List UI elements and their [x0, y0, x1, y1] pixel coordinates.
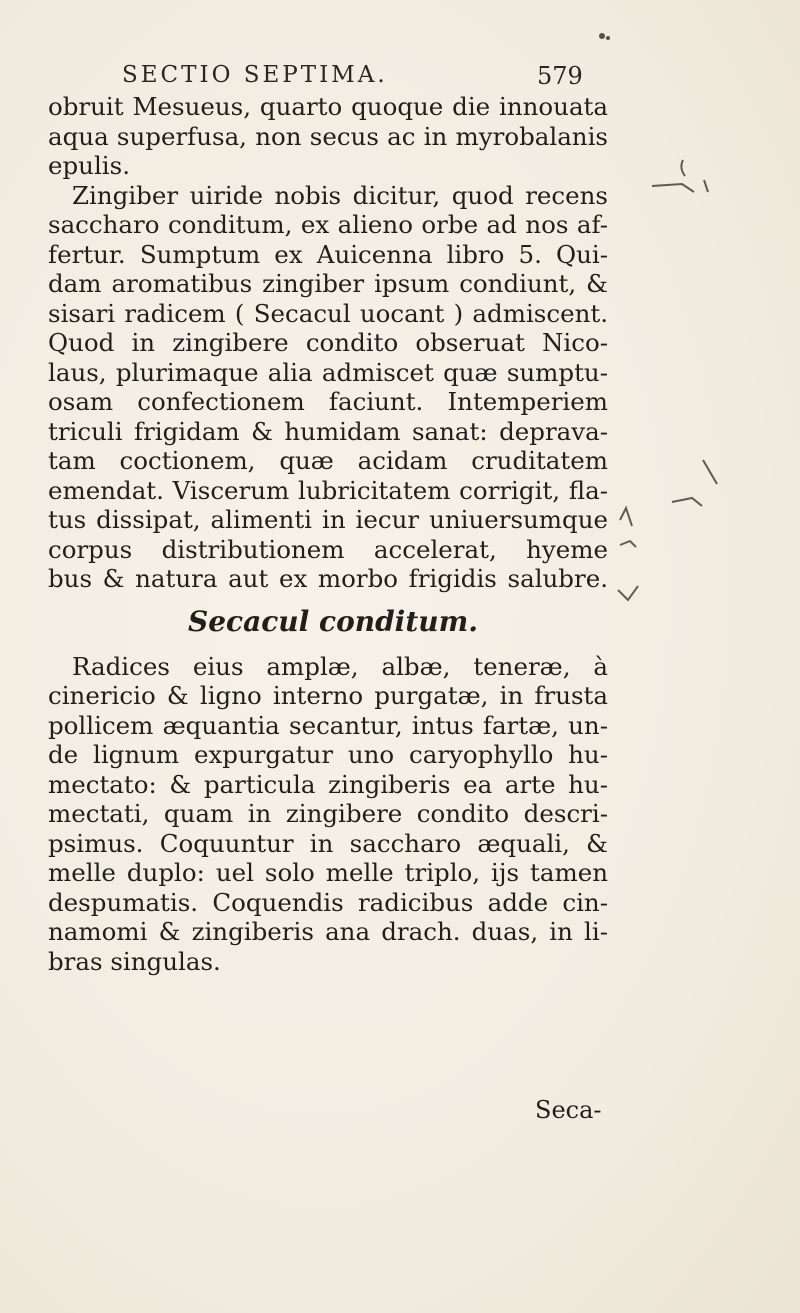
text-line: laus, plurimaque alia admiscet quæ sumptu- [48, 357, 608, 387]
text-line: Quod in zingibere condito obseruat Nico- [48, 328, 608, 357]
text-line: triculi frigidam & humidam sanat: deprava- [48, 416, 608, 446]
ink-mark [618, 586, 638, 600]
text-line: despumatis. Coquendis radicibus adde cin- [48, 887, 608, 917]
text-line: pollicem æquantia secantur, intus fartæ, un- [48, 710, 608, 740]
ink-mark [672, 498, 702, 506]
text-line: Radices eius amplæ, albæ, teneræ, à [72, 651, 608, 681]
text-line: osam confectionem faciunt. Intemperiem [48, 387, 608, 416]
page-header [0, 62, 800, 96]
text-line: psimus. Coquuntur in saccharo æquali, & [48, 828, 608, 858]
paragraph-secacul [48, 652, 608, 977]
text-line: sisari radicem ( Secacul uocant ) admiscent. [48, 298, 608, 328]
text-line: tus dissipat, alimenti in iecur uniuersumque [48, 505, 608, 534]
text-line: bus & natura aut ex morbo frigidis salubre. [48, 564, 608, 593]
section-title: Secacul conditum. [188, 604, 478, 638]
text-line: fertur. Sumptum ex Auicenna libro 5. Qui- [48, 239, 608, 269]
ink-mark [681, 160, 685, 176]
page-body [48, 92, 608, 976]
text-line: corpus distributionem accelerat, hyeme [48, 534, 608, 564]
text-line: emendat. Viscerum lubricitatem corrigit, fla- [48, 475, 608, 505]
ink-mark [620, 508, 632, 526]
ink-mark [620, 541, 636, 547]
ink-mark [703, 460, 717, 484]
text-line: bras singulas. [48, 946, 221, 976]
ink-dot [599, 33, 605, 39]
paragraph-continuation [48, 92, 608, 181]
text-line: namomi & zingiberis ana drach. duas, in li- [48, 917, 608, 946]
text-line: de lignum expurgatur uno caryophyllo hu- [48, 740, 608, 769]
ink-mark [652, 184, 694, 192]
text-line: Zingiber uiride nobis dicitur, quod recens [72, 180, 608, 210]
text-line: melle duplo: uel solo melle triplo, ijs tamen [48, 858, 608, 887]
running-head: SECTIO SEPTIMA. [122, 62, 388, 88]
text-line: mectati, quam in zingibere condito descri- [48, 799, 608, 828]
paragraph-zingiber [48, 181, 608, 594]
page-number: 579 [537, 62, 583, 90]
text-line: dam aromatibus zingiber ipsum condiunt, & [48, 269, 608, 298]
text-line: cinericio & ligno interno purgatæ, in frusta [48, 681, 608, 710]
text-line: saccharo conditum, ex alieno orbe ad nos af- [48, 210, 608, 239]
text-line: tam coctionem, quæ acidam cruditatem [48, 446, 608, 475]
ink-dot [606, 36, 610, 40]
text-line: mectato: & particula zingiberis ea arte hu- [48, 769, 608, 799]
catchword: Seca- [535, 1096, 602, 1124]
text-line: obruit Mesueus, quarto quoque die innouata [48, 92, 608, 121]
text-line: epulis. [48, 151, 130, 180]
text-line: aqua superfusa, non secus ac in myrobalanis [48, 121, 608, 151]
ink-mark [704, 180, 708, 192]
